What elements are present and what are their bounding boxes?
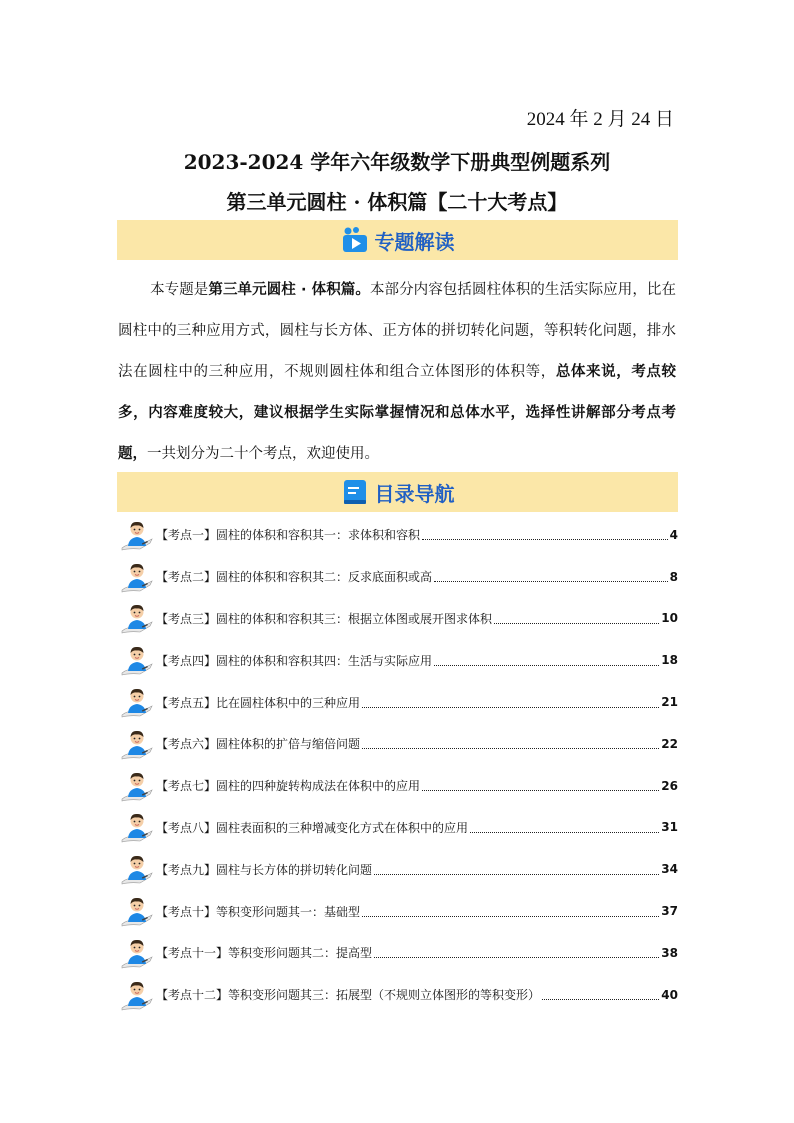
document-date: 2024 年 2 月 24 日 [526, 109, 674, 130]
toc-entry-page: 26 [661, 778, 678, 793]
toc-entry-page: 8 [669, 569, 678, 584]
student-avatar-icon [120, 852, 154, 886]
student-avatar-icon [120, 518, 154, 552]
toc-entry[interactable] [120, 556, 678, 598]
toc-entry[interactable] [120, 723, 678, 765]
toc-entry[interactable] [120, 932, 678, 974]
toc-entry[interactable] [120, 807, 678, 849]
intro-banner [117, 220, 678, 260]
toc-entry-label: 【考点五】比在圆柱体积中的三种应用 [156, 695, 361, 710]
toc-entry-label: 【考点四】圆柱的体积和容积其四：生活与实际应用 [156, 653, 433, 668]
toc-entry-label: 【考点三】圆柱的体积和容积其三：根据立体图或展开图求体积 [156, 611, 493, 626]
toc-entry-page: 4 [669, 527, 678, 542]
student-avatar-icon [120, 810, 154, 844]
intro-heading: 专题解读 [374, 229, 455, 254]
toc-entry[interactable] [120, 974, 678, 1016]
toc-leader-dots [362, 916, 659, 917]
intro-text-1: 本专题是 [150, 282, 209, 298]
toc-entry-label: 【考点十二】等积变形问题其三：拓展型（不规则立体图形的等积变形） [156, 988, 541, 1003]
toc-entry-page: 22 [661, 736, 678, 751]
toc-heading: 目录导航 [374, 481, 455, 506]
toc-leader-dots [470, 832, 659, 833]
toc-leader-dots [542, 999, 659, 1000]
toc-leader-dots [374, 874, 659, 875]
toc-leader-dots [362, 748, 659, 749]
toc-entry-label: 【考点十一】等积变形问题其二：提高型 [156, 946, 373, 961]
student-avatar-icon [120, 643, 154, 677]
toc-leader-dots [422, 539, 668, 540]
toc-leader-dots [434, 581, 668, 582]
toc-entry-page: 18 [661, 653, 678, 668]
toc-entry-label: 【考点十】等积变形问题其一：基础型 [156, 904, 361, 919]
toc-entry[interactable] [120, 639, 678, 681]
toc-entry-label: 【考点六】圆柱体积的扩倍与缩倍问题 [156, 737, 361, 752]
student-avatar-icon [120, 769, 154, 803]
toc-entry[interactable] [120, 848, 678, 890]
toc-leader-dots [422, 790, 659, 791]
document-subtitle: 第三单元圆柱 · 体积篇【二十大考点】 [226, 190, 568, 214]
toc-entry[interactable] [120, 681, 678, 723]
toc-entry-page: 10 [661, 611, 678, 626]
table-of-contents [120, 514, 678, 1016]
toc-leader-dots [374, 957, 659, 958]
toc-leader-dots [362, 707, 659, 708]
toc-entry-label: 【考点九】圆柱与长方体的拼切转化问题 [156, 862, 373, 877]
toc-entry-page: 38 [661, 945, 678, 960]
student-avatar-icon [120, 894, 154, 928]
book-icon [341, 478, 369, 506]
student-avatar-icon [120, 601, 154, 635]
toc-banner [117, 472, 678, 512]
student-avatar-icon [120, 560, 154, 594]
video-icon [341, 226, 369, 254]
intro-paragraph [118, 270, 676, 475]
toc-entry-page: 31 [661, 820, 678, 835]
toc-entry-label: 【考点一】圆柱的体积和容积其一：求体积和容积 [156, 528, 421, 543]
toc-entry-label: 【考点八】圆柱表面积的三种增减变化方式在体积中的应用 [156, 820, 469, 835]
toc-entry-page: 37 [661, 904, 678, 919]
toc-entry[interactable] [120, 598, 678, 640]
toc-entry[interactable] [120, 765, 678, 807]
student-avatar-icon [120, 727, 154, 761]
student-avatar-icon [120, 978, 154, 1012]
student-avatar-icon [120, 685, 154, 719]
toc-entry-page: 34 [661, 862, 678, 877]
toc-entry-page: 40 [661, 987, 678, 1002]
toc-entry[interactable] [120, 890, 678, 932]
intro-bold-2: 总体来说，考点较多，内容难度较大，建议根据学生实际掌握情况和总体水平，选择性讲解部分考点考题， [118, 364, 677, 462]
student-avatar-icon [120, 936, 154, 970]
toc-leader-dots [434, 665, 659, 666]
intro-bold-1: 第三单元圆柱 · 体积篇。 [208, 282, 370, 298]
intro-text-2: 本部分内容包括圆柱体积的生活实际应用，比在圆柱中的三种应用方式，圆柱与长方体、正方体的拼切转化问题，等积转化问题，排水法在圆柱中的三种应用，不规则圆柱体和组合立体图形的体积等， [118, 282, 676, 380]
toc-entry-page: 21 [661, 695, 678, 710]
toc-entry[interactable] [120, 514, 678, 556]
toc-entry-label: 【考点七】圆柱的四种旋转构成法在体积中的应用 [156, 779, 421, 794]
toc-entry-label: 【考点二】圆柱的体积和容积其二：反求底面积或高 [156, 570, 433, 585]
document-title: 2023-2024 学年六年级数学下册典型例题系列 [183, 150, 611, 174]
intro-text-3: 一共划分为二十个考点，欢迎使用。 [147, 446, 379, 462]
toc-leader-dots [494, 623, 659, 624]
